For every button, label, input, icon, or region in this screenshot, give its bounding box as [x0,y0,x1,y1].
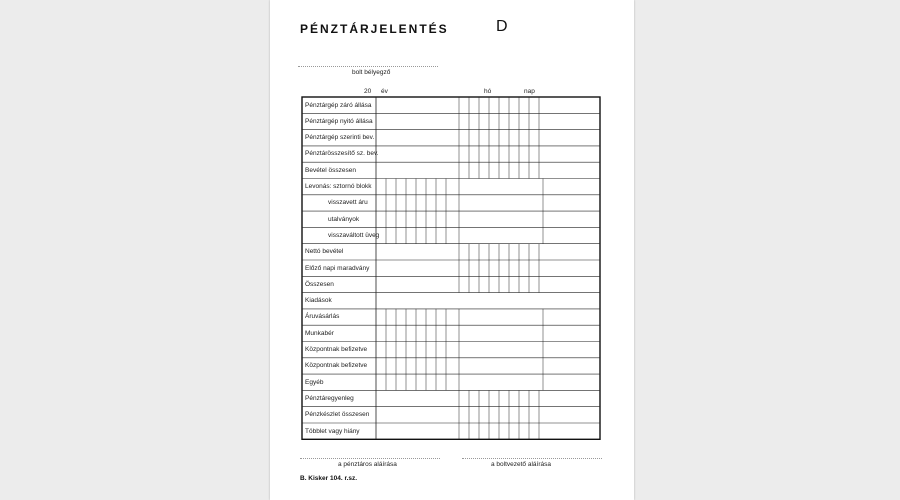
row-label: Pénztárgép záró állása [305,101,372,109]
cashier-signature-line [300,458,440,459]
row-label: Előző napi maradvány [305,264,370,272]
row-label: Egyéb [305,378,324,386]
row-label: utalványok [328,215,360,223]
row-label: Központnak befizetve [305,362,368,370]
row-label: Áruvásárlás [305,313,340,321]
row-label: Pénztárgép nyitó állása [305,117,373,125]
row-label: Levonás: sztornó blokk [305,183,372,190]
stamp-label: bolt bélyegző [352,69,391,76]
form-letter: D [496,18,508,35]
row-label: visszavett áru [328,199,368,207]
row-label: Pénzkészlet összesen [305,411,370,419]
row-label: Pénztárgép szerinti bev. [305,134,375,142]
form-code: B. Kisker 104. r.sz. [300,475,358,482]
form-title: PÉNZTÁRJELENTÉS [300,22,449,36]
month-label: hó [484,88,492,95]
year-prefix: 20 [364,88,372,95]
cashier-signature-label: a pénztáros aláírása [338,461,397,468]
row-label: Nettó bevétel [305,248,344,256]
row-label: Bevétel összesen [305,166,356,174]
manager-signature-label: a boltvezető aláírása [491,461,551,468]
row-label: visszaváltott üveg [328,231,380,239]
row-label: Kiadások [305,297,332,305]
row-label: Többlet vagy hiány [305,427,360,435]
row-label: Összesen [305,280,334,288]
row-label: Munkabér [305,329,334,337]
manager-signature-line [462,458,602,459]
row-label: Pénztáregyenleg [305,394,354,402]
row-label: Központnak befizetve [305,346,368,353]
day-label: nap [524,88,535,95]
row-label: Pénztárösszesítő sz. bev. [305,150,379,158]
year-label: év [381,88,388,95]
